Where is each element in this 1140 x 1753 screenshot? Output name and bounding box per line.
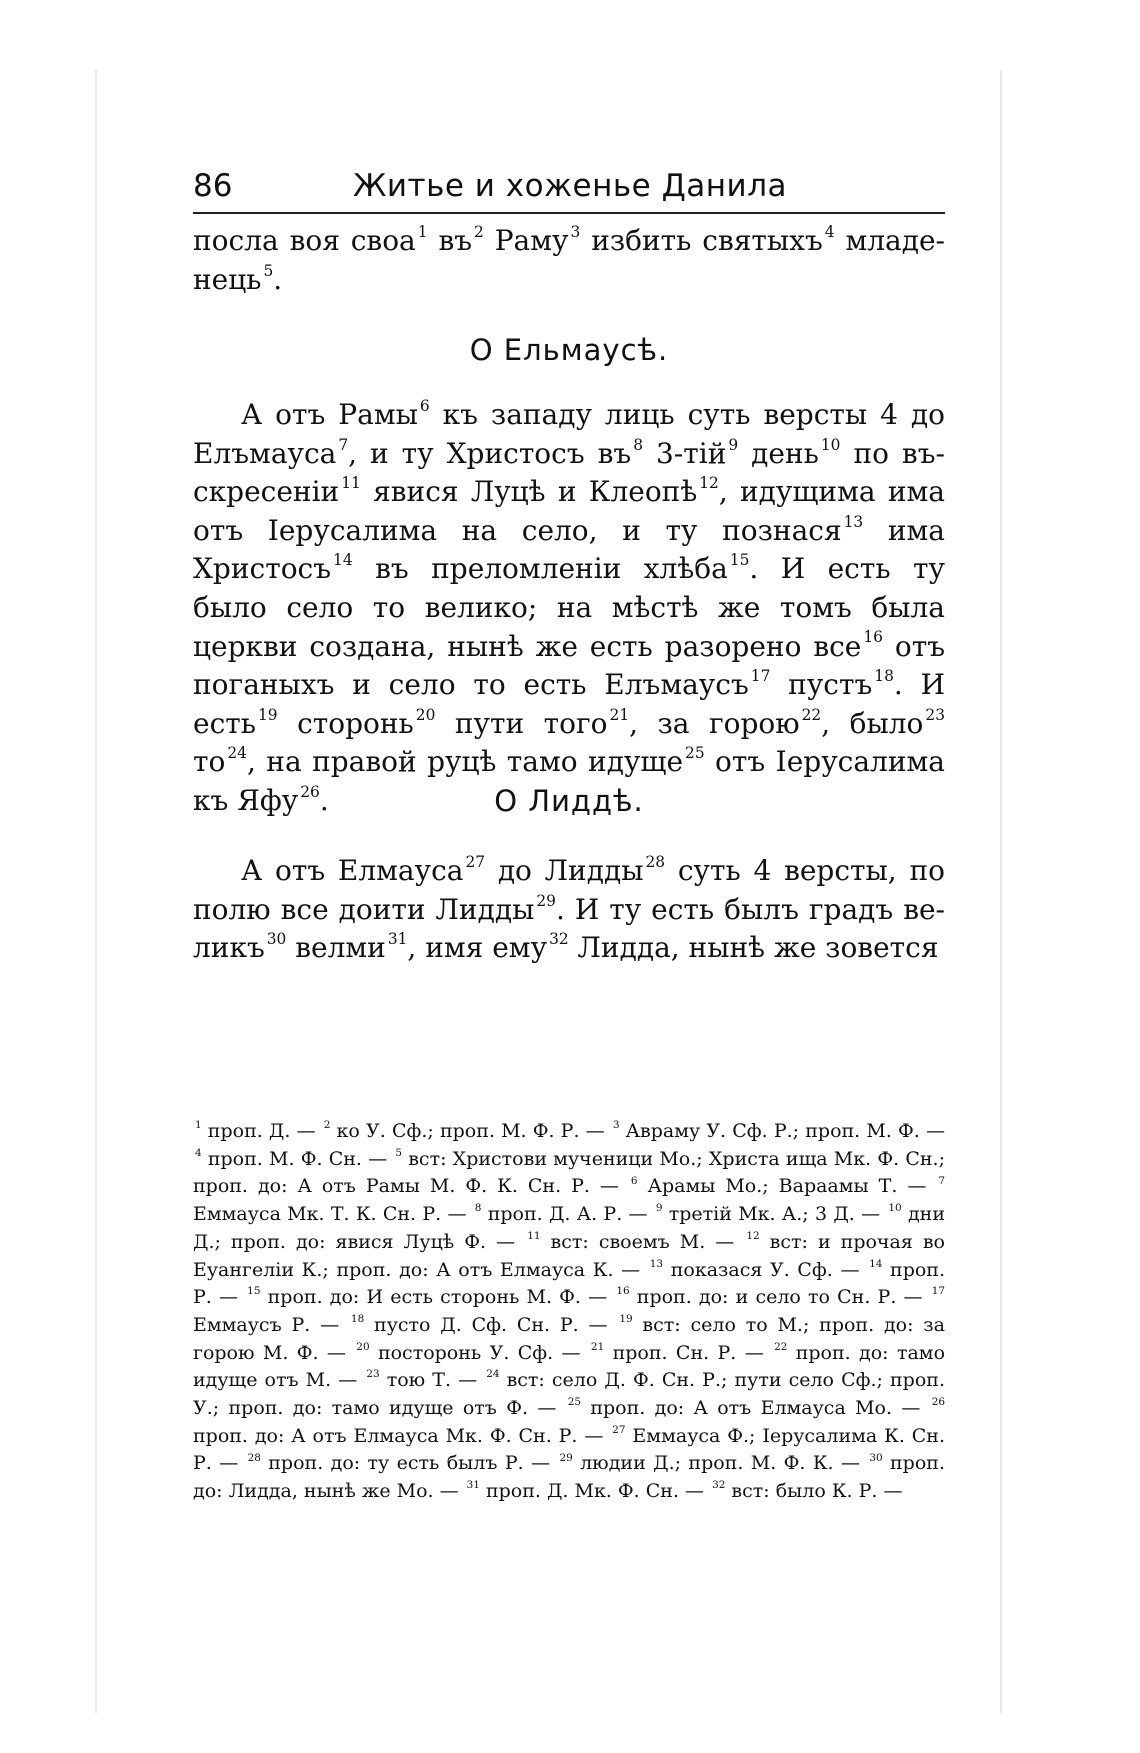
footnote-ref: 2 [474, 222, 484, 241]
footnote-ref: 18 [874, 667, 894, 686]
footnote-ref: 9 [655, 1202, 663, 1215]
footnotes [193, 1118, 945, 1506]
intro-paragraph [193, 222, 945, 299]
footnote-ref: 1 [417, 222, 428, 241]
text-run: проп. Д. А. Р. — [481, 1203, 654, 1226]
text-run: тою Т. — [379, 1369, 485, 1392]
footnote-ref: 11 [341, 474, 361, 493]
footnote-ref: 29 [536, 891, 556, 910]
page-edge-left [95, 70, 97, 1713]
footnote-ref: 25 [567, 1396, 581, 1409]
footnote-ref: 12 [699, 474, 719, 493]
section-paragraph-elmaus [193, 396, 945, 821]
text-run: Еммауса Ф.; Іерусалима К. Сн. Р. — [193, 1424, 945, 1475]
footnote-ref: 24 [227, 744, 247, 763]
text-run: . И есть ту было село то велико; на мѣстѣ же томъ была церкви создана, нынѣ же есть разорено все [193, 552, 945, 663]
footnote-ref: 15 [247, 1285, 261, 1298]
footnote-ref: 14 [869, 1257, 883, 1270]
text-run: младенець [193, 224, 946, 296]
footnote-ref: 28 [645, 852, 666, 871]
footnote-ref: 7 [338, 435, 349, 454]
text-run: вст: Христови мученици Мо.; Христа ища Мк. Ф. Сн.; проп. до: А отъ Рамы М. Ф. К. Сн. Р. — [193, 1147, 945, 1198]
text-run: проп. до: и село то Сн. Р. — [629, 1286, 930, 1309]
footnote-ref: 16 [863, 628, 883, 647]
footnote-ref: 25 [685, 744, 705, 763]
text-run: има Христосъ [193, 513, 945, 586]
footnote-ref: 24 [486, 1368, 500, 1381]
footnote-ref: 30 [869, 1451, 883, 1464]
text-run: вст: и прочая во Еуангеліи К.; проп. до: А отъ Елмауса К. — [193, 1230, 945, 1281]
footnote-ref: 32 [549, 930, 569, 949]
page-header [193, 168, 945, 214]
footnote-ref: 18 [350, 1313, 365, 1326]
footnote-ref: 3 [570, 222, 581, 241]
text-run: къ западу лиць суть версты 4 до Елъмауса [193, 398, 945, 470]
text-run: сторонь [277, 706, 414, 740]
text-run: вст: было К. Р. — [725, 1480, 903, 1503]
text-run: суть 4 версты, по полю все доити Лидды [193, 854, 945, 926]
text-run: проп. до: И есть сторонь М. Ф. — [260, 1286, 615, 1309]
footnote-ref: 16 [616, 1285, 630, 1298]
footnote-ref: 3 [612, 1119, 620, 1132]
text-run: проп. до: Лидда, нынѣ же Мо. — [193, 1452, 945, 1503]
footnote-ref: 4 [195, 1146, 202, 1159]
text-run: явися Луцѣ и Клеопѣ [360, 475, 698, 509]
text-run: людии Д.; проп. М. Ф. К. — [572, 1452, 868, 1475]
footnote-ref: 20 [415, 705, 436, 724]
footnote-ref: 8 [633, 435, 644, 454]
footnote-ref: 26 [931, 1396, 945, 1409]
text-run: третій Мк. А.; 3 Д. — [662, 1203, 887, 1226]
text-run: день [738, 436, 819, 470]
text-run: . И есть [193, 668, 945, 740]
text-run: . И ту есть былъ градъ великъ [193, 892, 946, 965]
text-run: въ преломленіи хлѣба [352, 552, 728, 586]
text-run: проп. Р. — [193, 1258, 945, 1309]
text-run: Авраму У. Сф. Р.; проп. М. Ф. — [619, 1120, 945, 1142]
footnote-ref: 10 [888, 1202, 902, 1215]
text-run: отъ поганыхъ и село то есть Елъмаусъ [193, 629, 946, 702]
text-run: проп. до: ту есть былъ Р. — [260, 1452, 558, 1475]
text-run: вст: село то М.; проп. до: за горою М. Ф. — [193, 1313, 945, 1364]
footnote-ref: 20 [356, 1340, 370, 1353]
text-run: по въскресеніи [193, 436, 945, 509]
text-run: , на правой руцѣ тамо идуще [246, 745, 684, 779]
text-run: , было [821, 706, 924, 740]
text-run: , идущима има отъ Іерусалима на село, и ту познася [193, 475, 945, 547]
text-run: А отъ Елмауса [241, 854, 464, 887]
footnote-ref: 15 [729, 551, 750, 570]
text-run: въ [427, 224, 473, 257]
footnote-ref: 29 [559, 1451, 573, 1464]
footnote-ref: 17 [931, 1285, 946, 1298]
text-run: пустъ [770, 668, 873, 702]
footnote-ref: 19 [619, 1313, 633, 1326]
footnote-ref: 13 [649, 1257, 664, 1270]
section-heading-elmaus: О Ельмаусѣ. [469, 333, 669, 367]
footnote-ref: 17 [750, 667, 771, 686]
footnote-ref: 23 [925, 705, 945, 724]
text-run: вст: село Д. Ф. Сн. Р.; пути село Сф.; проп. У.; проп. до: тамо идуще отъ Ф. — [193, 1369, 945, 1420]
text-run: Раму [483, 224, 569, 257]
footnote-ref: 22 [801, 705, 822, 724]
text-run: А отъ Рамы [241, 398, 418, 431]
text-run: пусто Д. Сф. Сн. Р. — [364, 1313, 618, 1336]
footnote-ref: 31 [387, 930, 408, 949]
text-run: Лидда, нынѣ же зовется [568, 931, 939, 965]
footnote-ref: 4 [824, 222, 835, 241]
text-run: отъ Іерусалима къ Яфу [193, 745, 945, 817]
text-run: . [319, 783, 329, 817]
footnote-ref: 32 [712, 1479, 726, 1492]
text-run: проп. до: тамо идуще отъ М. — [193, 1341, 946, 1392]
footnote-ref: 31 [466, 1479, 480, 1492]
footnote-ref: 10 [820, 435, 841, 454]
footnote-ref: 23 [366, 1368, 380, 1381]
text-run: избить святыхъ [580, 224, 823, 257]
footnote-ref: 6 [630, 1174, 638, 1187]
text-run: , имя ему [407, 931, 548, 965]
text-run: проп. М. Ф. Сн. — [201, 1147, 394, 1170]
footnote-ref: 11 [527, 1229, 541, 1242]
text-run: показася У. Сф. — [663, 1258, 868, 1281]
footnote-ref: 28 [247, 1451, 261, 1464]
running-title: Житье и хоженье Данила [353, 168, 788, 204]
footnote-ref: 14 [333, 551, 353, 570]
text-run: . [273, 262, 283, 296]
text-run: проп. Д. Мк. Ф. Сн. — [479, 1480, 711, 1503]
text-run: до Лидды [485, 854, 644, 887]
section-heading-lidda: О Лиддѣ. [494, 784, 644, 818]
footnote-ref: 19 [258, 705, 278, 724]
text-run: Еммаусъ Р. — [193, 1313, 349, 1336]
text-run: , за горою [629, 706, 800, 740]
text-run: вст: своемъ М. — [540, 1230, 745, 1253]
footnote-ref: 21 [590, 1340, 605, 1353]
text-run: то [193, 745, 226, 779]
page-edge-right [1000, 70, 1002, 1713]
text-run: дни Д.; проп. до: явися Луцѣ Ф. — [193, 1203, 945, 1253]
footnote-ref: 2 [323, 1119, 331, 1132]
text-run: Арамы Мо.; Вараамы Т. — [637, 1175, 937, 1198]
text-run: проп. до: А отъ Елмауса Мк. Ф. Сн. Р. — [193, 1424, 611, 1447]
text-run: посторонь У. Сф. — [369, 1341, 589, 1364]
footnote-ref: 6 [419, 396, 430, 415]
text-run: Еммауса Мк. Т. К. Сн. Р. — [193, 1203, 473, 1226]
footnote-ref: 5 [263, 261, 274, 280]
footnote-ref: 22 [774, 1340, 788, 1353]
footnote-ref: 1 [195, 1119, 202, 1132]
page-number: 86 [193, 168, 233, 204]
text-run: ко У. Сф.; проп. М. Ф. Р. — [330, 1120, 611, 1142]
footnote-ref: 9 [728, 435, 739, 454]
text-run: 3-тій [643, 436, 727, 470]
footnote-ref: 27 [612, 1423, 626, 1436]
section-paragraph-lidda [193, 852, 945, 968]
footnote-ref: 21 [609, 705, 630, 724]
footnote-ref: 27 [465, 852, 486, 871]
footnote-ref: 5 [395, 1146, 403, 1159]
text-run: пути того [435, 706, 608, 740]
text-run: проп. до: А отъ Елмауса Мо. — [580, 1397, 930, 1420]
text-run: велми [286, 931, 386, 965]
text-run: проп. Сн. Р. — [604, 1341, 773, 1364]
footnote-ref: 8 [474, 1202, 482, 1215]
text-run: , и ту Христосъ въ [348, 436, 632, 470]
footnote-ref: 7 [938, 1174, 945, 1187]
text-run: посла воя своа [193, 224, 416, 257]
footnote-ref: 30 [266, 930, 287, 949]
footnote-ref: 12 [746, 1229, 760, 1242]
footnote-ref: 13 [843, 512, 864, 531]
text-run: проп. Д. — [201, 1120, 322, 1142]
footnote-ref: 26 [300, 782, 320, 801]
